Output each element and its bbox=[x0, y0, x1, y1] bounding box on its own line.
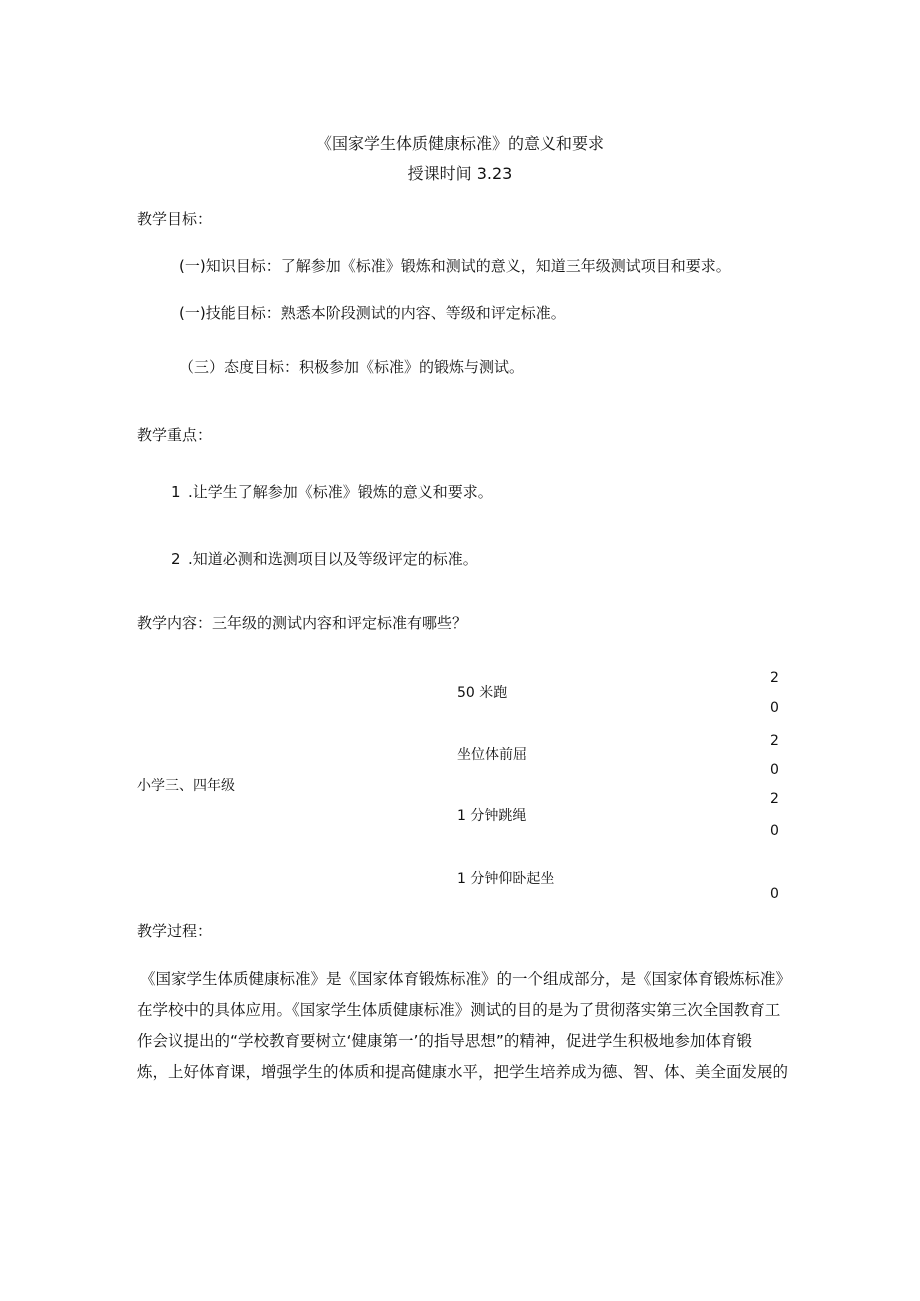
score-digit: 0 bbox=[770, 762, 779, 778]
score-digit: 2 bbox=[770, 733, 779, 749]
key-points-heading: 教学重点： bbox=[137, 426, 213, 444]
score-digit: 2 bbox=[770, 670, 779, 686]
test-item: 坐位体前屈 bbox=[457, 747, 527, 763]
page-title: 《国家学生体质健康标准》的意义和要求 bbox=[315, 134, 604, 153]
key-point-number: 2 bbox=[171, 550, 181, 568]
paragraph-line: 在学校中的具体应用。《国家学生体质健康标准》测试的目的是为了贯彻落实第三次全国教育工 bbox=[137, 1001, 781, 1019]
grade-group-label: 小学三、四年级 bbox=[137, 778, 235, 794]
score-digit: 2 bbox=[770, 791, 779, 807]
paragraph-line: 作会议提出的“学校教育要树立‘健康第一’的指导思想”的精神，促进学生积极地参加体育锻 bbox=[137, 1032, 752, 1050]
process-heading: 教学过程： bbox=[137, 922, 213, 940]
objective-attitude: （三）态度目标：积极参加《标准》的锻炼与测试。 bbox=[179, 358, 525, 376]
objective-knowledge: (一)知识目标：了解参加《标准》锻炼和测试的意义，知道三年级测试项目和要求。 bbox=[179, 257, 731, 275]
paragraph-line: 《国家学生体质健康标准》是《国家体育锻炼标准》的一个组成部分，是《国家体育锻炼标准》 bbox=[140, 970, 792, 988]
objectives-heading: 教学目标： bbox=[137, 210, 213, 228]
score-digit: 0 bbox=[770, 886, 779, 902]
test-item: 50 米跑 bbox=[457, 685, 508, 701]
process-paragraph bbox=[137, 964, 797, 1088]
score-digit: 0 bbox=[770, 700, 779, 716]
objective-skill: (一)技能目标：熟悉本阶段测试的内容、等级和评定标准。 bbox=[179, 304, 566, 322]
content-heading: 教学内容：三年级的测试内容和评定标准有哪些？ bbox=[137, 614, 468, 632]
test-item: 1 分钟跳绳 bbox=[457, 808, 527, 824]
lesson-time: 授课时间 3.23 bbox=[407, 164, 513, 183]
paragraph-line: 炼，上好体育课，增强学生的体质和提高健康水平，把学生培养成为德、智、体、美全面发展的 bbox=[137, 1063, 789, 1081]
key-point-text: .知道必测和选测项目以及等级评定的标准。 bbox=[188, 550, 478, 568]
test-item: 1 分钟仰卧起坐 bbox=[457, 871, 555, 887]
key-point-text: .让学生了解参加《标准》锻炼的意义和要求。 bbox=[188, 483, 493, 501]
score-digit: 0 bbox=[770, 823, 779, 839]
key-point-number: 1 bbox=[171, 483, 181, 501]
